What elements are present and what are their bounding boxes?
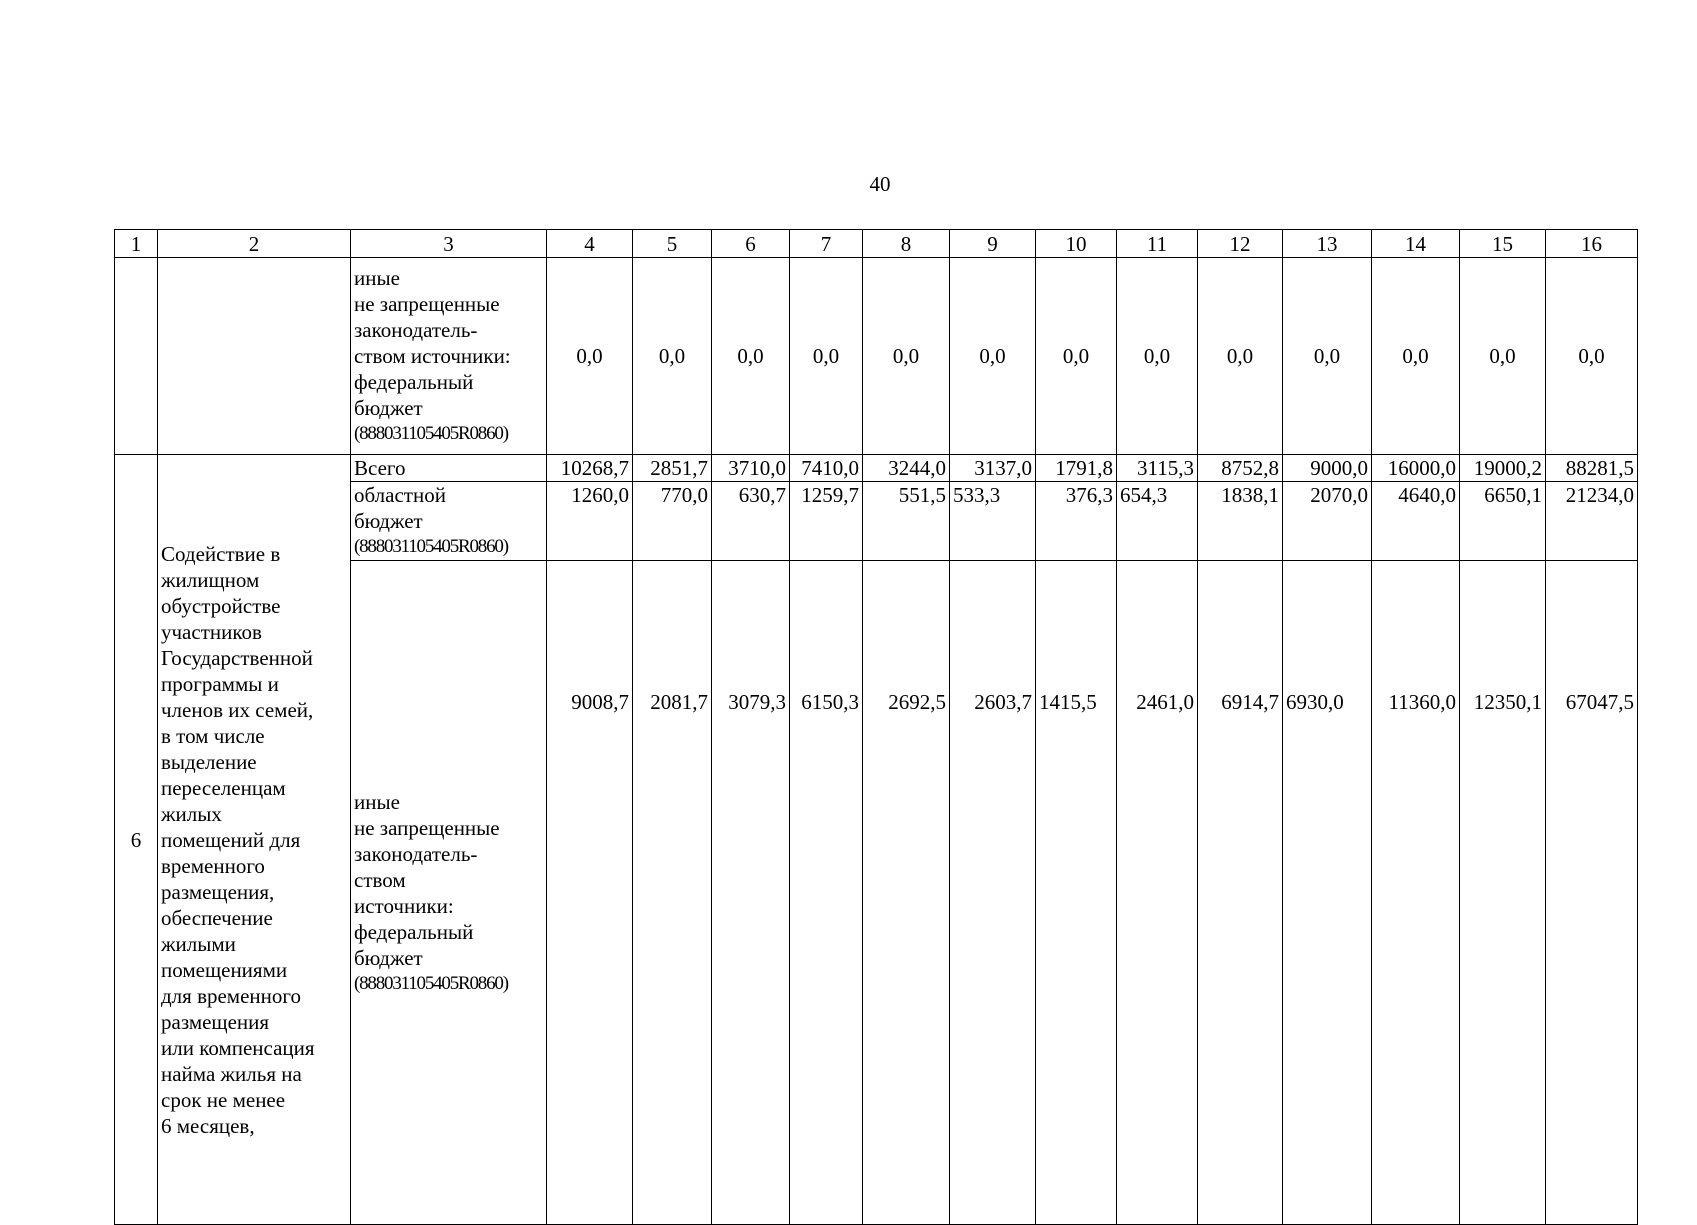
column-header: 9 [950, 230, 1036, 258]
value-cell: 3710,0 [712, 455, 790, 482]
value-cell: 21234,0 [1546, 482, 1638, 561]
value-cell: 3244,0 [863, 455, 950, 482]
column-header: 10 [1036, 230, 1117, 258]
column-header: 6 [712, 230, 790, 258]
value-cell: 6650,1 [1460, 482, 1546, 561]
value-cell: 88281,5 [1546, 455, 1638, 482]
funding-source-label: иные не запрещенные законодатель- ством источники: федеральный бюджет [354, 789, 500, 970]
value-cell: 533,3 [950, 482, 1036, 561]
funding-source-cell [351, 482, 547, 561]
value-cell: 6914,7 [1198, 561, 1283, 1225]
table-row-item6-total [115, 455, 1638, 482]
budget-code: (888031105405R0860) [354, 423, 508, 444]
column-header: 8 [863, 230, 950, 258]
measure-name-cell: Содействие в жилищном обустройстве участников Государственной программы и членов их семей, в том числе выделение переселенцам жилых помещений для временного размещения, обеспечение жилыми помещениями для временного размещения или компенсация найма жилья на срок не менее 6 месяцев, [158, 455, 351, 1225]
column-header: 12 [1198, 230, 1283, 258]
column-header: 2 [158, 230, 351, 258]
value-cell: 4640,0 [1372, 482, 1460, 561]
table-row-continued-federal [115, 258, 1638, 455]
value-cell: 6150,3 [790, 561, 863, 1225]
column-header: 1 [115, 230, 158, 258]
budget-code: (888031105405R0860) [354, 972, 508, 994]
funding-source-cell: Всего [351, 455, 547, 482]
value-cell: 0,0 [950, 258, 1036, 455]
funding-source-label: областной бюджет [354, 483, 446, 533]
value-cell: 0,0 [1198, 258, 1283, 455]
value-cell: 9008,7 [547, 561, 633, 1225]
value-cell: 2851,7 [633, 455, 712, 482]
index-cell [115, 258, 158, 455]
value-cell: 2603,7 [950, 561, 1036, 1225]
value-cell: 2081,7 [633, 561, 712, 1225]
value-cell: 1791,8 [1036, 455, 1117, 482]
funding-source-label: иные не запрещенные законодатель- ством источники: федеральный бюджет [354, 266, 511, 420]
value-cell: 0,0 [1117, 258, 1198, 455]
value-cell: 3137,0 [950, 455, 1036, 482]
funding-source-cell [351, 258, 547, 455]
column-header: 4 [547, 230, 633, 258]
value-cell: 3079,3 [712, 561, 790, 1225]
value-cell: 2461,0 [1117, 561, 1198, 1225]
column-header: 7 [790, 230, 863, 258]
value-cell: 1260,0 [547, 482, 633, 561]
value-cell: 67047,5 [1546, 561, 1638, 1225]
value-cell: 3115,3 [1117, 455, 1198, 482]
value-cell: 12350,1 [1460, 561, 1546, 1225]
value-cell: 7410,0 [790, 455, 863, 482]
value-cell: 2070,0 [1283, 482, 1372, 561]
funding-source-cell [351, 561, 547, 1225]
value-cell: 1415,5 [1036, 561, 1117, 1225]
value-cell: 8752,8 [1198, 455, 1283, 482]
value-cell: 19000,2 [1460, 455, 1546, 482]
value-cell: 0,0 [1036, 258, 1117, 455]
value-cell: 0,0 [1283, 258, 1372, 455]
value-cell: 0,0 [790, 258, 863, 455]
value-cell: 0,0 [712, 258, 790, 455]
column-number-row [115, 230, 1638, 258]
index-cell: 6 [115, 455, 158, 1225]
column-header: 13 [1283, 230, 1372, 258]
value-cell: 770,0 [633, 482, 712, 561]
value-cell: 16000,0 [1372, 455, 1460, 482]
value-cell: 630,7 [712, 482, 790, 561]
value-cell: 0,0 [633, 258, 712, 455]
value-cell: 1838,1 [1198, 482, 1283, 561]
column-header: 11 [1117, 230, 1198, 258]
column-header: 16 [1546, 230, 1638, 258]
value-cell: 0,0 [863, 258, 950, 455]
value-cell: 0,0 [1460, 258, 1546, 455]
value-cell: 2692,5 [863, 561, 950, 1225]
value-cell: 10268,7 [547, 455, 633, 482]
column-header: 14 [1372, 230, 1460, 258]
budget-code: (888031105405R0860) [354, 536, 508, 557]
value-cell: 6930,0 [1283, 561, 1372, 1225]
value-cell: 0,0 [1546, 258, 1638, 455]
value-cell: 654,3 [1117, 482, 1198, 561]
value-cell: 9000,0 [1283, 455, 1372, 482]
column-header: 3 [351, 230, 547, 258]
column-header: 5 [633, 230, 712, 258]
name-cell [158, 258, 351, 455]
value-cell: 1259,7 [790, 482, 863, 561]
budget-table [114, 229, 1638, 1225]
column-header: 15 [1460, 230, 1546, 258]
value-cell: 551,5 [863, 482, 950, 561]
value-cell: 0,0 [1372, 258, 1460, 455]
page-number: 40 [869, 172, 891, 196]
value-cell: 376,3 [1036, 482, 1117, 561]
value-cell: 11360,0 [1372, 561, 1460, 1225]
value-cell: 0,0 [547, 258, 633, 455]
